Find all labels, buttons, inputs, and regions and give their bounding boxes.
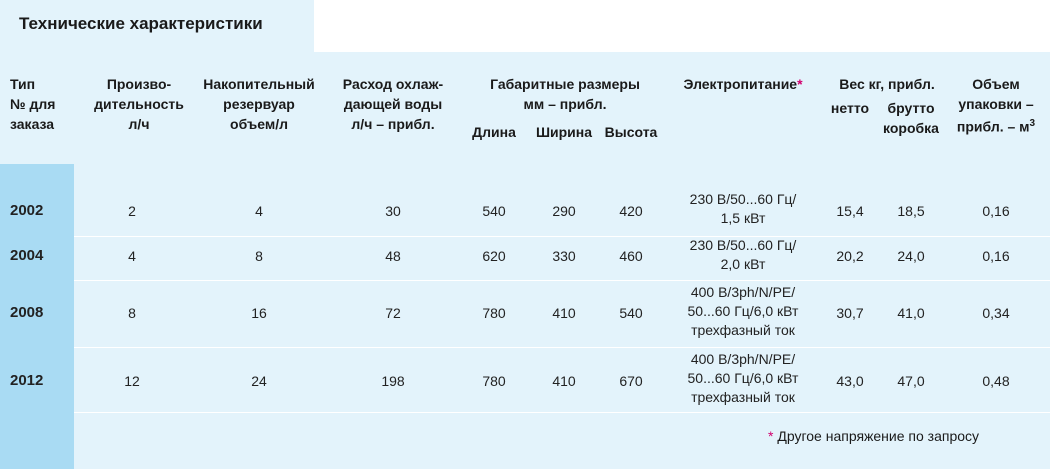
row-capacity: 4 — [128, 248, 136, 264]
row-power-line: 50...60 Гц/6,0 кВт — [687, 370, 799, 386]
row-net: 43,0 — [836, 373, 864, 389]
header-capacity-line: Произво- — [106, 76, 172, 92]
row-gross: 18,5 — [897, 203, 925, 219]
row-power-line: 230 В/50...60 Гц/ — [689, 191, 797, 207]
row-volume: 0,16 — [982, 248, 1010, 264]
row-power-line: 400 В/3ph/N/PE/ — [690, 284, 796, 300]
row-gross: 24,0 — [897, 248, 925, 264]
row-net: 20,2 — [836, 248, 864, 264]
header-gross-line: брутто — [887, 100, 935, 116]
row-power-line: 230 В/50...60 Гц/ — [689, 237, 797, 253]
row-height: 670 — [619, 373, 643, 389]
row-tank: 8 — [255, 248, 263, 264]
row-width: 330 — [552, 248, 576, 264]
header-tank-line: объем/л — [230, 116, 288, 132]
row-power — [668, 236, 818, 274]
header-net: нетто — [830, 100, 870, 116]
row-width: 290 — [552, 203, 576, 219]
row-width: 410 — [552, 305, 576, 321]
header-power-star: * — [797, 76, 803, 92]
header-water-line: л/ч – прибл. — [351, 116, 435, 132]
header-type — [10, 74, 55, 134]
header-height: Высота — [604, 124, 658, 140]
row-water: 198 — [381, 373, 405, 389]
row-power-line: трехфазный ток — [691, 322, 795, 338]
footnote — [768, 426, 979, 446]
row-separator — [74, 347, 1050, 348]
row-water: 48 — [385, 248, 401, 264]
row-tank: 4 — [255, 203, 263, 219]
row-power-line: 400 В/3ph/N/PE/ — [690, 351, 796, 367]
header-volume-line: упаковки – — [958, 96, 1034, 112]
header-water-line: Расход охлаж- — [342, 76, 444, 92]
row-height: 420 — [619, 203, 643, 219]
row-length: 540 — [482, 203, 506, 219]
header-power — [668, 74, 818, 94]
row-width: 410 — [552, 373, 576, 389]
row-volume: 0,34 — [982, 305, 1010, 321]
footnote-star: * — [768, 428, 774, 444]
header-power-label: Электропитание — [683, 76, 798, 92]
row-power-line: 50...60 Гц/6,0 кВт — [687, 303, 799, 319]
header-capacity-line: дительность — [94, 96, 184, 112]
header-capacity-line: л/ч — [128, 116, 150, 132]
header-volume-line — [946, 114, 1046, 137]
row-power-line: 2,0 кВт — [720, 256, 766, 272]
row-power — [668, 350, 818, 407]
row-capacity: 8 — [128, 305, 136, 321]
row-height: 460 — [619, 248, 643, 264]
row-gross: 47,0 — [897, 373, 925, 389]
header-dims-line: мм – прибл. — [523, 96, 607, 112]
header-volume — [946, 74, 1046, 137]
header-volume-unit: прибл. – м — [956, 118, 1030, 135]
header-gross-line: коробка — [883, 120, 939, 136]
header-length: Длина — [472, 124, 516, 140]
header-tank-line: Накопительный — [203, 76, 315, 92]
header-weight: Вес кг, прибл. — [839, 76, 935, 92]
row-type: 2008 — [10, 304, 44, 321]
row-gross: 41,0 — [897, 305, 925, 321]
footnote-text: Другое напряжение по запросу — [777, 428, 980, 444]
header-water-line: дающей воды — [343, 96, 443, 112]
row-power-line: трехфазный ток — [691, 389, 795, 405]
row-length: 620 — [482, 248, 506, 264]
row-length: 780 — [482, 305, 506, 321]
row-power — [668, 190, 818, 228]
row-net: 15,4 — [836, 203, 864, 219]
header-capacity — [84, 74, 194, 134]
header-tank-line: резервуар — [223, 96, 295, 112]
row-separator — [74, 412, 1050, 413]
header-water — [330, 74, 456, 134]
header-width: Ширина — [535, 124, 593, 140]
header-type-line: Тип — [10, 76, 36, 92]
row-separator — [74, 236, 1050, 237]
row-volume: 0,48 — [982, 373, 1010, 389]
row-length: 780 — [482, 373, 506, 389]
table-title: Технические характеристики — [19, 14, 263, 33]
row-volume: 0,16 — [982, 203, 1010, 219]
header-tank — [194, 74, 324, 134]
header-volume-sup: 3 — [1029, 118, 1036, 129]
row-separator — [74, 280, 1050, 281]
row-capacity: 12 — [124, 373, 140, 389]
row-power-line: 1,5 кВт — [720, 210, 766, 226]
header-volume-line: Объем — [972, 76, 1020, 92]
title-tab — [0, 0, 314, 52]
row-water: 72 — [385, 305, 401, 321]
header-dimensions — [460, 74, 670, 114]
header-gross — [876, 98, 946, 138]
header-dims-line: Габаритные размеры — [490, 76, 640, 92]
row-type: 2002 — [10, 202, 44, 219]
row-type: 2012 — [10, 372, 44, 389]
row-tank: 16 — [251, 305, 267, 321]
header-type-line: № для — [10, 96, 56, 112]
row-net: 30,7 — [836, 305, 864, 321]
row-power — [668, 283, 818, 340]
row-tank: 24 — [251, 373, 267, 389]
row-type: 2004 — [10, 247, 44, 264]
row-capacity: 2 — [128, 203, 136, 219]
row-water: 30 — [385, 203, 401, 219]
row-height: 540 — [619, 305, 643, 321]
header-type-line: заказа — [10, 116, 55, 132]
